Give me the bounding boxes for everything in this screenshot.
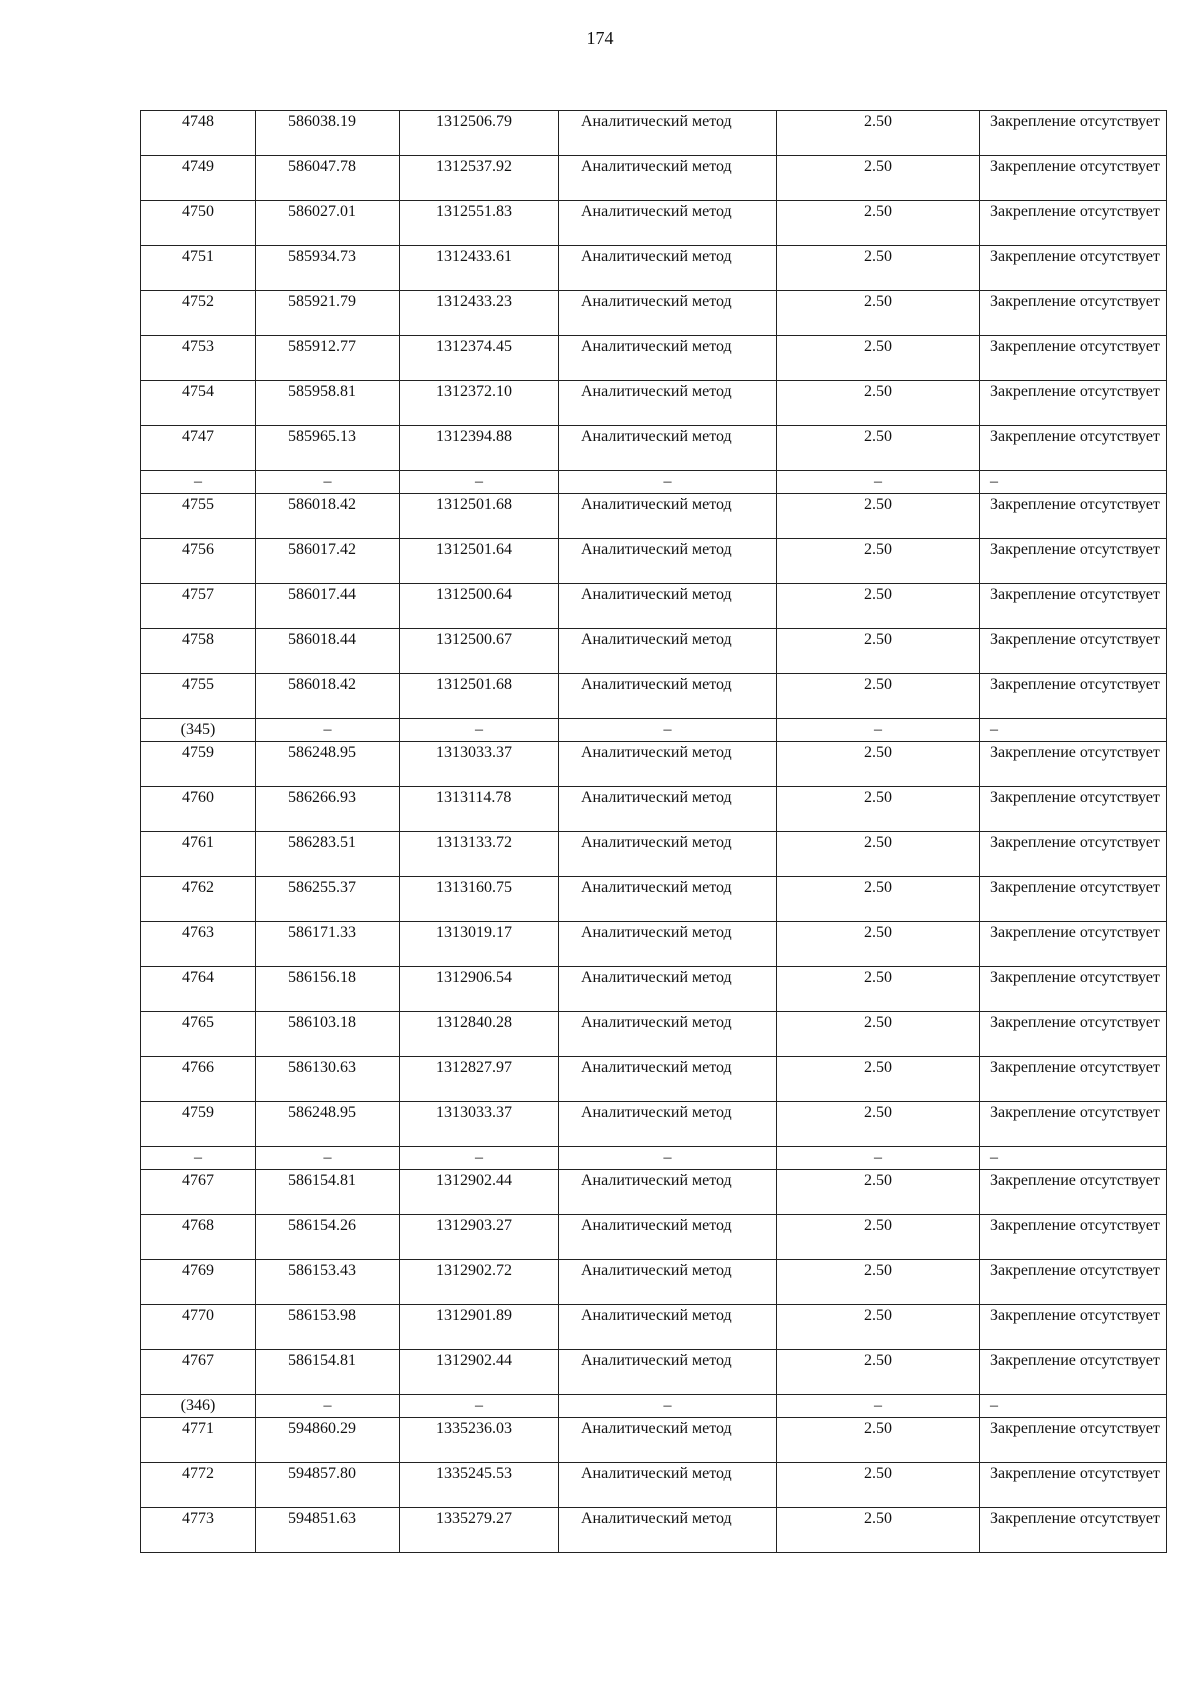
accuracy-cell: – — [777, 719, 980, 742]
x-coordinate-cell: – — [256, 1395, 400, 1418]
accuracy-cell: 2.50 — [777, 1057, 980, 1102]
accuracy-cell: 2.50 — [777, 426, 980, 471]
accuracy-cell: 2.50 — [777, 877, 980, 922]
fixing-description-cell: Закрепление отсутствует — [980, 877, 1167, 922]
x-coordinate-cell: 586154.26 — [256, 1215, 400, 1260]
y-coordinate-cell: 1312903.27 — [400, 1215, 559, 1260]
y-coordinate-cell: 1312902.44 — [400, 1170, 559, 1215]
method-cell: Аналитический метод — [559, 1305, 777, 1350]
table-row — [141, 629, 1167, 674]
table-row — [141, 1305, 1167, 1350]
accuracy-cell: 2.50 — [777, 967, 980, 1012]
point-number-cell: – — [141, 471, 256, 494]
point-number-cell: (345) — [141, 719, 256, 742]
method-cell: Аналитический метод — [559, 1508, 777, 1553]
y-coordinate-cell: – — [400, 1147, 559, 1170]
x-coordinate-cell: 586038.19 — [256, 111, 400, 156]
table-row — [141, 201, 1167, 246]
fixing-description-cell: Закрепление отсутствует — [980, 494, 1167, 539]
y-coordinate-cell: 1312537.92 — [400, 156, 559, 201]
accuracy-cell: 2.50 — [777, 1170, 980, 1215]
point-number-cell: (346) — [141, 1395, 256, 1418]
fixing-description-cell: Закрепление отсутствует — [980, 1463, 1167, 1508]
accuracy-cell: – — [777, 471, 980, 494]
point-number-cell: 4756 — [141, 539, 256, 584]
y-coordinate-cell: 1312501.68 — [400, 674, 559, 719]
point-number-cell: 4753 — [141, 336, 256, 381]
accuracy-cell: 2.50 — [777, 584, 980, 629]
x-coordinate-cell: 585912.77 — [256, 336, 400, 381]
y-coordinate-cell: 1312551.83 — [400, 201, 559, 246]
accuracy-cell: 2.50 — [777, 381, 980, 426]
fixing-description-cell: Закрепление отсутствует — [980, 1012, 1167, 1057]
point-number-cell: 4759 — [141, 742, 256, 787]
table-row — [141, 1012, 1167, 1057]
point-number-cell: 4755 — [141, 494, 256, 539]
method-cell: Аналитический метод — [559, 1102, 777, 1147]
coordinates-table — [140, 110, 1167, 1553]
table-row — [141, 1418, 1167, 1463]
point-number-cell: 4747 — [141, 426, 256, 471]
y-coordinate-cell: 1313033.37 — [400, 742, 559, 787]
table-row — [141, 381, 1167, 426]
separator-row — [141, 1147, 1167, 1170]
point-number-cell: 4758 — [141, 629, 256, 674]
x-coordinate-cell: 586154.81 — [256, 1170, 400, 1215]
y-coordinate-cell: 1312506.79 — [400, 111, 559, 156]
method-cell: Аналитический метод — [559, 426, 777, 471]
y-coordinate-cell: 1312501.68 — [400, 494, 559, 539]
x-coordinate-cell: 586017.42 — [256, 539, 400, 584]
fixing-description-cell: Закрепление отсутствует — [980, 1508, 1167, 1553]
method-cell: Аналитический метод — [559, 967, 777, 1012]
y-coordinate-cell: 1312394.88 — [400, 426, 559, 471]
accuracy-cell: 2.50 — [777, 1012, 980, 1057]
x-coordinate-cell: 586153.43 — [256, 1260, 400, 1305]
point-number-cell: 4764 — [141, 967, 256, 1012]
method-cell: Аналитический метод — [559, 201, 777, 246]
method-cell: Аналитический метод — [559, 381, 777, 426]
fixing-description-cell: Закрепление отсутствует — [980, 1057, 1167, 1102]
point-number-cell: – — [141, 1147, 256, 1170]
y-coordinate-cell: 1312501.64 — [400, 539, 559, 584]
fixing-description-cell: Закрепление отсутствует — [980, 787, 1167, 832]
method-cell: – — [559, 1395, 777, 1418]
x-coordinate-cell: 586266.93 — [256, 787, 400, 832]
fixing-description-cell: Закрепление отсутствует — [980, 1305, 1167, 1350]
method-cell: Аналитический метод — [559, 787, 777, 832]
method-cell: Аналитический метод — [559, 1350, 777, 1395]
accuracy-cell: 2.50 — [777, 291, 980, 336]
point-number-cell: 4761 — [141, 832, 256, 877]
fixing-description-cell: Закрепление отсутствует — [980, 381, 1167, 426]
separator-row — [141, 471, 1167, 494]
x-coordinate-cell: 585965.13 — [256, 426, 400, 471]
accuracy-cell: 2.50 — [777, 494, 980, 539]
y-coordinate-cell: 1312500.67 — [400, 629, 559, 674]
point-number-cell: 4752 — [141, 291, 256, 336]
table-row — [141, 832, 1167, 877]
table-row — [141, 1463, 1167, 1508]
x-coordinate-cell: 586153.98 — [256, 1305, 400, 1350]
table-row — [141, 426, 1167, 471]
accuracy-cell: 2.50 — [777, 1463, 980, 1508]
fixing-description-cell: Закрепление отсутствует — [980, 584, 1167, 629]
point-number-cell: 4749 — [141, 156, 256, 201]
accuracy-cell: 2.50 — [777, 1508, 980, 1553]
x-coordinate-cell: 586154.81 — [256, 1350, 400, 1395]
method-cell: Аналитический метод — [559, 1012, 777, 1057]
y-coordinate-cell: 1335236.03 — [400, 1418, 559, 1463]
table-row — [141, 156, 1167, 201]
accuracy-cell: 2.50 — [777, 336, 980, 381]
fixing-description-cell: Закрепление отсутствует — [980, 967, 1167, 1012]
x-coordinate-cell: 586255.37 — [256, 877, 400, 922]
y-coordinate-cell: 1312433.61 — [400, 246, 559, 291]
table-row — [141, 1057, 1167, 1102]
table-row — [141, 246, 1167, 291]
fixing-description-cell: Закрепление отсутствует — [980, 629, 1167, 674]
accuracy-cell: 2.50 — [777, 832, 980, 877]
x-coordinate-cell: 586018.44 — [256, 629, 400, 674]
method-cell: Аналитический метод — [559, 832, 777, 877]
table-row — [141, 584, 1167, 629]
accuracy-cell: 2.50 — [777, 674, 980, 719]
point-number-cell: 4759 — [141, 1102, 256, 1147]
method-cell: Аналитический метод — [559, 1463, 777, 1508]
method-cell: – — [559, 1147, 777, 1170]
table-row — [141, 494, 1167, 539]
fixing-description-cell: Закрепление отсутствует — [980, 111, 1167, 156]
fixing-description-cell: Закрепление отсутствует — [980, 832, 1167, 877]
method-cell: Аналитический метод — [559, 494, 777, 539]
point-number-cell: 4769 — [141, 1260, 256, 1305]
accuracy-cell: 2.50 — [777, 1305, 980, 1350]
x-coordinate-cell: 594860.29 — [256, 1418, 400, 1463]
accuracy-cell: 2.50 — [777, 742, 980, 787]
table-row — [141, 877, 1167, 922]
method-cell: – — [559, 471, 777, 494]
method-cell: Аналитический метод — [559, 1170, 777, 1215]
x-coordinate-cell: – — [256, 471, 400, 494]
point-number-cell: 4770 — [141, 1305, 256, 1350]
page-number: 174 — [586, 28, 614, 48]
method-cell: Аналитический метод — [559, 291, 777, 336]
x-coordinate-cell: 586171.33 — [256, 922, 400, 967]
x-coordinate-cell: 586130.63 — [256, 1057, 400, 1102]
method-cell: Аналитический метод — [559, 336, 777, 381]
method-cell: Аналитический метод — [559, 1057, 777, 1102]
accuracy-cell: 2.50 — [777, 629, 980, 674]
accuracy-cell: 2.50 — [777, 1260, 980, 1305]
y-coordinate-cell: 1312840.28 — [400, 1012, 559, 1057]
point-number-cell: 4760 — [141, 787, 256, 832]
fixing-description-cell: Закрепление отсутствует — [980, 1260, 1167, 1305]
point-number-cell: 4772 — [141, 1463, 256, 1508]
fixing-description-cell: Закрепление отсутствует — [980, 201, 1167, 246]
y-coordinate-cell: 1312902.44 — [400, 1350, 559, 1395]
table-row — [141, 1508, 1167, 1553]
x-coordinate-cell: 586017.44 — [256, 584, 400, 629]
y-coordinate-cell: 1335279.27 — [400, 1508, 559, 1553]
fixing-description-cell: Закрепление отсутствует — [980, 922, 1167, 967]
x-coordinate-cell: 586283.51 — [256, 832, 400, 877]
fixing-description-cell: – — [980, 719, 1167, 742]
table-row — [141, 787, 1167, 832]
method-cell: Аналитический метод — [559, 1260, 777, 1305]
x-coordinate-cell: 585958.81 — [256, 381, 400, 426]
fixing-description-cell: Закрепление отсутствует — [980, 156, 1167, 201]
point-number-cell: 4765 — [141, 1012, 256, 1057]
fixing-description-cell: Закрепление отсутствует — [980, 1170, 1167, 1215]
accuracy-cell: 2.50 — [777, 787, 980, 832]
method-cell: Аналитический метод — [559, 539, 777, 584]
fixing-description-cell: Закрепление отсутствует — [980, 1102, 1167, 1147]
method-cell: Аналитический метод — [559, 674, 777, 719]
x-coordinate-cell: 585934.73 — [256, 246, 400, 291]
fixing-description-cell: – — [980, 1395, 1167, 1418]
table-row — [141, 967, 1167, 1012]
fixing-description-cell: Закрепление отсутствует — [980, 742, 1167, 787]
table-row — [141, 1170, 1167, 1215]
method-cell: Аналитический метод — [559, 877, 777, 922]
y-coordinate-cell: 1313019.17 — [400, 922, 559, 967]
y-coordinate-cell: 1312906.54 — [400, 967, 559, 1012]
fixing-description-cell: Закрепление отсутствует — [980, 336, 1167, 381]
method-cell: Аналитический метод — [559, 922, 777, 967]
accuracy-cell: 2.50 — [777, 1102, 980, 1147]
fixing-description-cell: Закрепление отсутствует — [980, 426, 1167, 471]
table-row — [141, 1260, 1167, 1305]
accuracy-cell: 2.50 — [777, 246, 980, 291]
accuracy-cell: 2.50 — [777, 1418, 980, 1463]
x-coordinate-cell: 585921.79 — [256, 291, 400, 336]
method-cell: Аналитический метод — [559, 1215, 777, 1260]
x-coordinate-cell: 594851.63 — [256, 1508, 400, 1553]
fixing-description-cell: – — [980, 471, 1167, 494]
x-coordinate-cell: – — [256, 719, 400, 742]
table-row — [141, 674, 1167, 719]
point-number-cell: 4755 — [141, 674, 256, 719]
x-coordinate-cell: 586156.18 — [256, 967, 400, 1012]
x-coordinate-cell: 586248.95 — [256, 1102, 400, 1147]
fixing-description-cell: Закрепление отсутствует — [980, 291, 1167, 336]
y-coordinate-cell: 1335245.53 — [400, 1463, 559, 1508]
accuracy-cell: 2.50 — [777, 156, 980, 201]
method-cell: – — [559, 719, 777, 742]
point-number-cell: 4767 — [141, 1350, 256, 1395]
y-coordinate-cell: 1312500.64 — [400, 584, 559, 629]
y-coordinate-cell: 1313033.37 — [400, 1102, 559, 1147]
table-row — [141, 291, 1167, 336]
point-number-cell: 4754 — [141, 381, 256, 426]
y-coordinate-cell: 1312902.72 — [400, 1260, 559, 1305]
fixing-description-cell: Закрепление отсутствует — [980, 1350, 1167, 1395]
accuracy-cell: 2.50 — [777, 201, 980, 246]
x-coordinate-cell: 594857.80 — [256, 1463, 400, 1508]
point-number-cell: 4748 — [141, 111, 256, 156]
method-cell: Аналитический метод — [559, 156, 777, 201]
y-coordinate-cell: – — [400, 1395, 559, 1418]
point-number-cell: 4768 — [141, 1215, 256, 1260]
accuracy-cell: 2.50 — [777, 1215, 980, 1260]
y-coordinate-cell: – — [400, 471, 559, 494]
x-coordinate-cell: 586047.78 — [256, 156, 400, 201]
y-coordinate-cell: 1312433.23 — [400, 291, 559, 336]
method-cell: Аналитический метод — [559, 742, 777, 787]
x-coordinate-cell: 586248.95 — [256, 742, 400, 787]
table-row — [141, 336, 1167, 381]
accuracy-cell: – — [777, 1395, 980, 1418]
table-row — [141, 111, 1167, 156]
x-coordinate-cell: – — [256, 1147, 400, 1170]
point-number-cell: 4766 — [141, 1057, 256, 1102]
table-row — [141, 922, 1167, 967]
y-coordinate-cell: 1312827.97 — [400, 1057, 559, 1102]
point-number-cell: 4750 — [141, 201, 256, 246]
x-coordinate-cell: 586103.18 — [256, 1012, 400, 1057]
x-coordinate-cell: 586027.01 — [256, 201, 400, 246]
separator-row — [141, 719, 1167, 742]
y-coordinate-cell: 1312374.45 — [400, 336, 559, 381]
fixing-description-cell: Закрепление отсутствует — [980, 539, 1167, 584]
point-number-cell: 4763 — [141, 922, 256, 967]
y-coordinate-cell: – — [400, 719, 559, 742]
accuracy-cell: 2.50 — [777, 539, 980, 584]
point-number-cell: 4751 — [141, 246, 256, 291]
y-coordinate-cell: 1312372.10 — [400, 381, 559, 426]
accuracy-cell: 2.50 — [777, 1350, 980, 1395]
fixing-description-cell: – — [980, 1147, 1167, 1170]
x-coordinate-cell: 586018.42 — [256, 674, 400, 719]
point-number-cell: 4757 — [141, 584, 256, 629]
accuracy-cell: – — [777, 1147, 980, 1170]
fixing-description-cell: Закрепление отсутствует — [980, 674, 1167, 719]
fixing-description-cell: Закрепление отсутствует — [980, 246, 1167, 291]
point-number-cell: 4771 — [141, 1418, 256, 1463]
method-cell: Аналитический метод — [559, 584, 777, 629]
method-cell: Аналитический метод — [559, 111, 777, 156]
y-coordinate-cell: 1313133.72 — [400, 832, 559, 877]
table-row — [141, 539, 1167, 584]
method-cell: Аналитический метод — [559, 629, 777, 674]
y-coordinate-cell: 1312901.89 — [400, 1305, 559, 1350]
method-cell: Аналитический метод — [559, 1418, 777, 1463]
point-number-cell: 4767 — [141, 1170, 256, 1215]
table-body — [141, 111, 1167, 1553]
method-cell: Аналитический метод — [559, 246, 777, 291]
point-number-cell: 4773 — [141, 1508, 256, 1553]
table-row — [141, 742, 1167, 787]
fixing-description-cell: Закрепление отсутствует — [980, 1418, 1167, 1463]
separator-row — [141, 1395, 1167, 1418]
y-coordinate-cell: 1313160.75 — [400, 877, 559, 922]
point-number-cell: 4762 — [141, 877, 256, 922]
x-coordinate-cell: 586018.42 — [256, 494, 400, 539]
accuracy-cell: 2.50 — [777, 111, 980, 156]
y-coordinate-cell: 1313114.78 — [400, 787, 559, 832]
table-row — [141, 1350, 1167, 1395]
accuracy-cell: 2.50 — [777, 922, 980, 967]
table-row — [141, 1215, 1167, 1260]
fixing-description-cell: Закрепление отсутствует — [980, 1215, 1167, 1260]
table-row — [141, 1102, 1167, 1147]
